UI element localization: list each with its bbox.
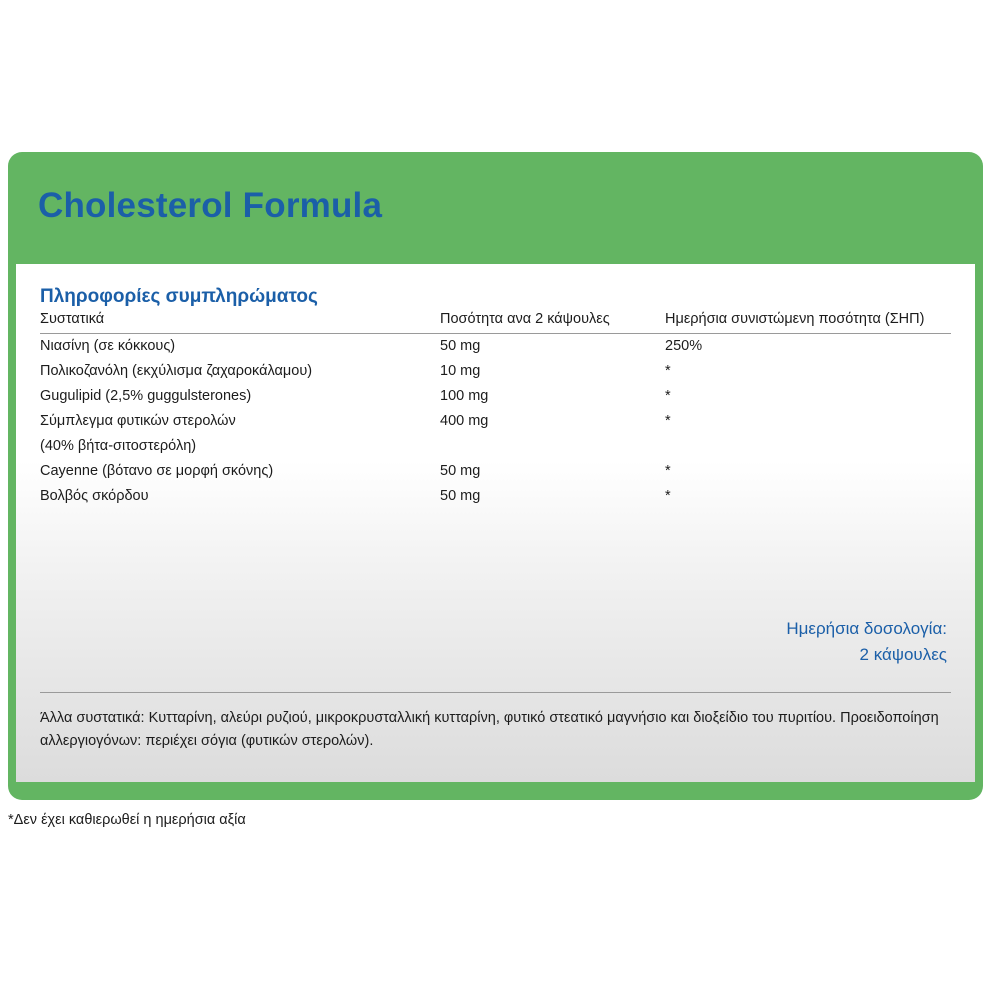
ingredient-amount: 50 mg <box>440 488 481 505</box>
ingredient-daily-value: * <box>665 363 671 380</box>
daily-value-footnote: *Δεν έχει καθιερωθεί η ημερήσια αξία <box>8 812 246 828</box>
table-row <box>40 384 951 409</box>
ingredient-name: Πολικοζανόλη (εκχύλισμα ζαχαροκάλαμου) <box>40 363 313 380</box>
supplement-facts-heading: Πληροφορίες συμπληρώματος <box>40 286 318 307</box>
daily-dosage-label: Ημερήσια δοσολογία: <box>786 619 947 638</box>
table-row <box>40 359 951 384</box>
ingredient-daily-value: * <box>665 488 671 505</box>
ingredient-subline-amount <box>440 434 665 459</box>
ingredient-subline: (40% βήτα-σιτοστερόλη) <box>40 438 197 455</box>
page-title: Cholesterol Formula <box>38 186 383 225</box>
table-header-row <box>40 310 951 334</box>
supplement-facts-panel <box>16 264 975 782</box>
ingredient-amount: 400 mg <box>440 413 489 430</box>
title-bar <box>8 152 983 264</box>
ingredient-amount: 50 mg <box>440 338 481 354</box>
table-head <box>40 310 951 334</box>
ingredient-daily-value: 250% <box>665 338 703 354</box>
ingredient-amount: 50 mg <box>440 463 481 480</box>
other-ingredients-text: Άλλα συστατικά: Κυτταρίνη, αλεύρι ρυζιού, μικροκρυσταλλική κυτταρίνη, φυτικό στεατικό μαγνήσιο και διοξείδιο του πυριτίου. Προειδοποίηση αλλεργιογόνων: περιέχει σόγια (φυτικών στερολών). <box>40 692 951 753</box>
ingredient-name: Βολβός σκόρδου <box>40 488 149 505</box>
ingredient-amount: 10 mg <box>440 363 481 380</box>
supplement-facts-table <box>40 310 951 509</box>
ingredient-subline-dv <box>665 434 951 459</box>
daily-dosage-value: 2 κάψουλες <box>859 644 947 664</box>
table-row <box>40 484 951 509</box>
ingredient-name: Σύμπλεγμα φυτικών στερολών <box>40 413 236 430</box>
ingredient-daily-value: * <box>665 388 671 405</box>
ingredient-name: Νιασίνη (σε κόκκους) <box>40 338 176 354</box>
ingredient-amount: 100 mg <box>440 388 489 405</box>
column-header-ingredient: Συστατικά <box>40 311 105 327</box>
ingredient-daily-value: * <box>665 413 671 430</box>
table-row <box>40 459 951 484</box>
table-row-subline <box>40 434 951 459</box>
ingredient-name: Gugulipid (2,5% guggulsterones) <box>40 388 252 405</box>
ingredient-name: Cayenne (βότανο σε μορφή σκόνης) <box>40 463 274 480</box>
column-header-daily-value: Ημερήσια συνιστώμενη ποσότητα (ΣΗΠ) <box>665 311 925 327</box>
table-row <box>40 409 951 434</box>
table-row <box>40 334 951 360</box>
ingredient-daily-value: * <box>665 463 671 480</box>
table-body <box>40 334 951 510</box>
column-header-amount: Ποσότητα ανα 2 κάψουλες <box>440 311 610 327</box>
green-panel <box>8 152 983 800</box>
daily-dosage-block <box>786 616 947 667</box>
